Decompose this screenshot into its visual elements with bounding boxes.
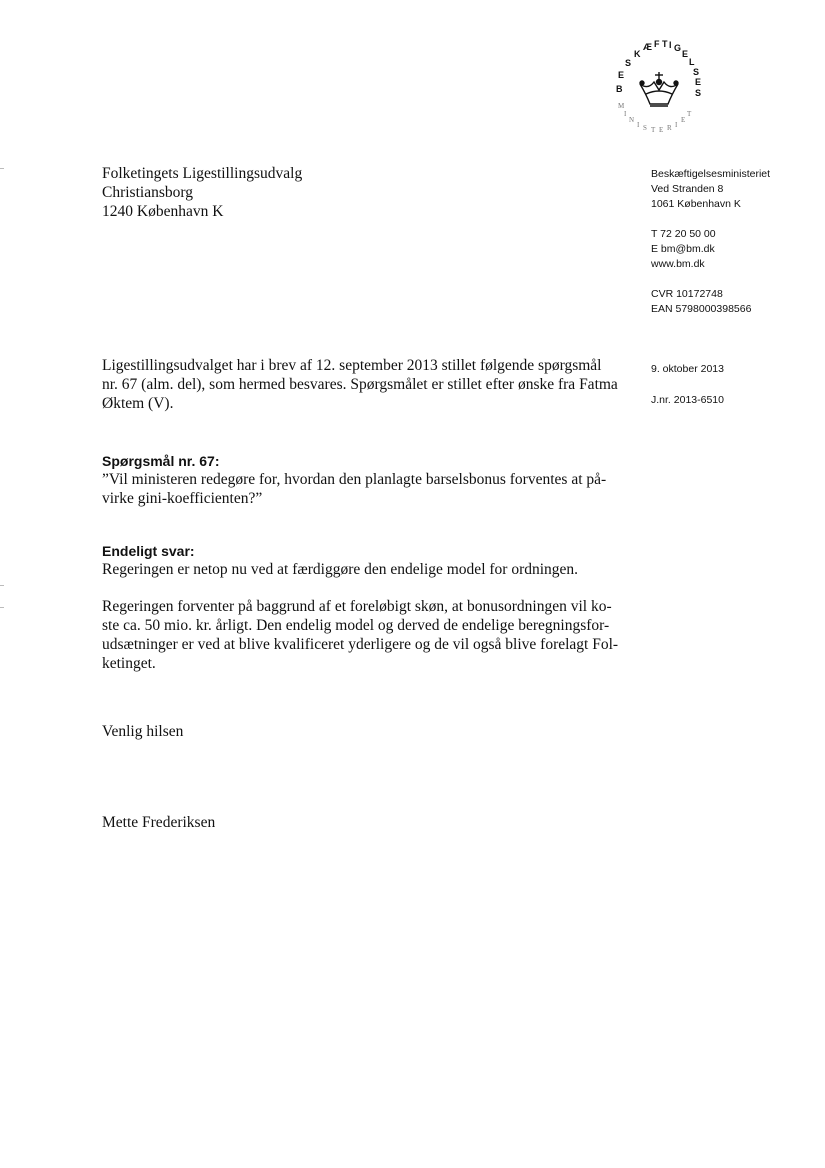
svg-text:T: T xyxy=(687,110,692,118)
answer-paragraph-2 xyxy=(102,597,622,673)
recipient-line: Christiansborg xyxy=(102,184,193,201)
logo-letter: T xyxy=(662,39,668,49)
svg-text:E: E xyxy=(659,126,664,134)
answer-section xyxy=(102,542,622,579)
svg-text:M: M xyxy=(618,102,625,110)
crown-icon xyxy=(640,72,678,106)
svg-text:I: I xyxy=(637,121,640,129)
answer-line: ketinget. xyxy=(102,655,156,672)
signature-name: Mette Frederiksen xyxy=(102,814,216,831)
answer-line: udsætninger er ved at blive kvalificeret yderligere og de vil også blive forelagt Fol- xyxy=(102,636,619,653)
logo-letter: K xyxy=(634,49,641,59)
sender-email: E bm@bm.dk xyxy=(651,243,715,255)
logo-letter: E xyxy=(695,77,702,87)
recipient-line: 1240 København K xyxy=(102,203,224,220)
answer-line: Regeringen forventer på baggrund af et foreløbigt skøn, at bonusordningen vil ko- xyxy=(102,598,612,615)
logo-letter: L xyxy=(689,57,695,67)
letter-date: 9. oktober 2013 xyxy=(651,363,724,375)
letter-meta xyxy=(651,362,724,408)
logo-letter: F xyxy=(654,39,660,49)
question-line: virke gini-koefficienten?” xyxy=(102,490,263,507)
question-heading: Spørgsmål nr. 67: xyxy=(102,453,220,469)
logo-letter: E xyxy=(618,70,625,80)
answer-heading: Endeligt svar: xyxy=(102,543,195,559)
recipient-address xyxy=(102,164,302,221)
scan-mark xyxy=(0,585,4,586)
answer-line: ste ca. 50 mio. kr. årligt. Den endelig model og derved de endelige beregningsfor- xyxy=(102,617,610,634)
sender-cvr: CVR 10172748 xyxy=(651,288,723,300)
logo-letter: I xyxy=(669,40,672,50)
scan-mark xyxy=(0,168,4,169)
sender-web: www.bm.dk xyxy=(651,258,705,270)
journal-number: J.nr. 2013-6510 xyxy=(651,394,724,406)
question-line: ”Vil ministeren redegøre for, hvordan den planlagte barselsbonus forventes at på- xyxy=(102,471,607,488)
logo-letter: S xyxy=(625,58,632,68)
sender-block xyxy=(651,167,770,332)
svg-text:T: T xyxy=(651,126,656,134)
sender-city: 1061 København K xyxy=(651,198,741,210)
intro-paragraph xyxy=(102,356,622,413)
question-section xyxy=(102,452,622,508)
answer-paragraph-1: Regeringen er netop nu ved at færdiggøre den endelige model for ordningen. xyxy=(102,561,579,578)
recipient-line: Folketingets Ligestillingsudvalg xyxy=(102,165,303,182)
logo-letter: B xyxy=(616,84,623,94)
svg-text:I: I xyxy=(675,121,678,129)
logo-letter: G xyxy=(674,43,682,53)
scan-mark xyxy=(0,607,4,608)
logo-letter: E xyxy=(682,49,689,59)
sender-ean: EAN 5798000398566 xyxy=(651,303,752,315)
sender-phone: T 72 20 50 00 xyxy=(651,228,716,240)
ministry-crown-logo xyxy=(598,38,718,148)
svg-text:S: S xyxy=(643,124,647,132)
logo-letter: S xyxy=(695,88,702,98)
logo-letter: S xyxy=(693,67,700,77)
sender-street: Ved Stranden 8 xyxy=(651,183,724,195)
sender-name: Beskæftigelsesministeriet xyxy=(651,168,771,180)
svg-text:R: R xyxy=(667,124,672,132)
svg-text:I: I xyxy=(624,110,627,118)
intro-line: nr. 67 (alm. del), som hermed besvares. Spørgsmålet er stillet efter ønske fra Fatma xyxy=(102,376,618,393)
svg-text:E: E xyxy=(681,116,686,124)
svg-text:N: N xyxy=(629,116,635,124)
closing-greeting: Venlig hilsen xyxy=(102,723,184,740)
logo-letter: Æ xyxy=(643,42,652,52)
intro-line: Ligestillingsudvalget har i brev af 12. september 2013 stillet følgende spørgsmål xyxy=(102,357,602,374)
intro-line: Øktem (V). xyxy=(102,395,174,412)
